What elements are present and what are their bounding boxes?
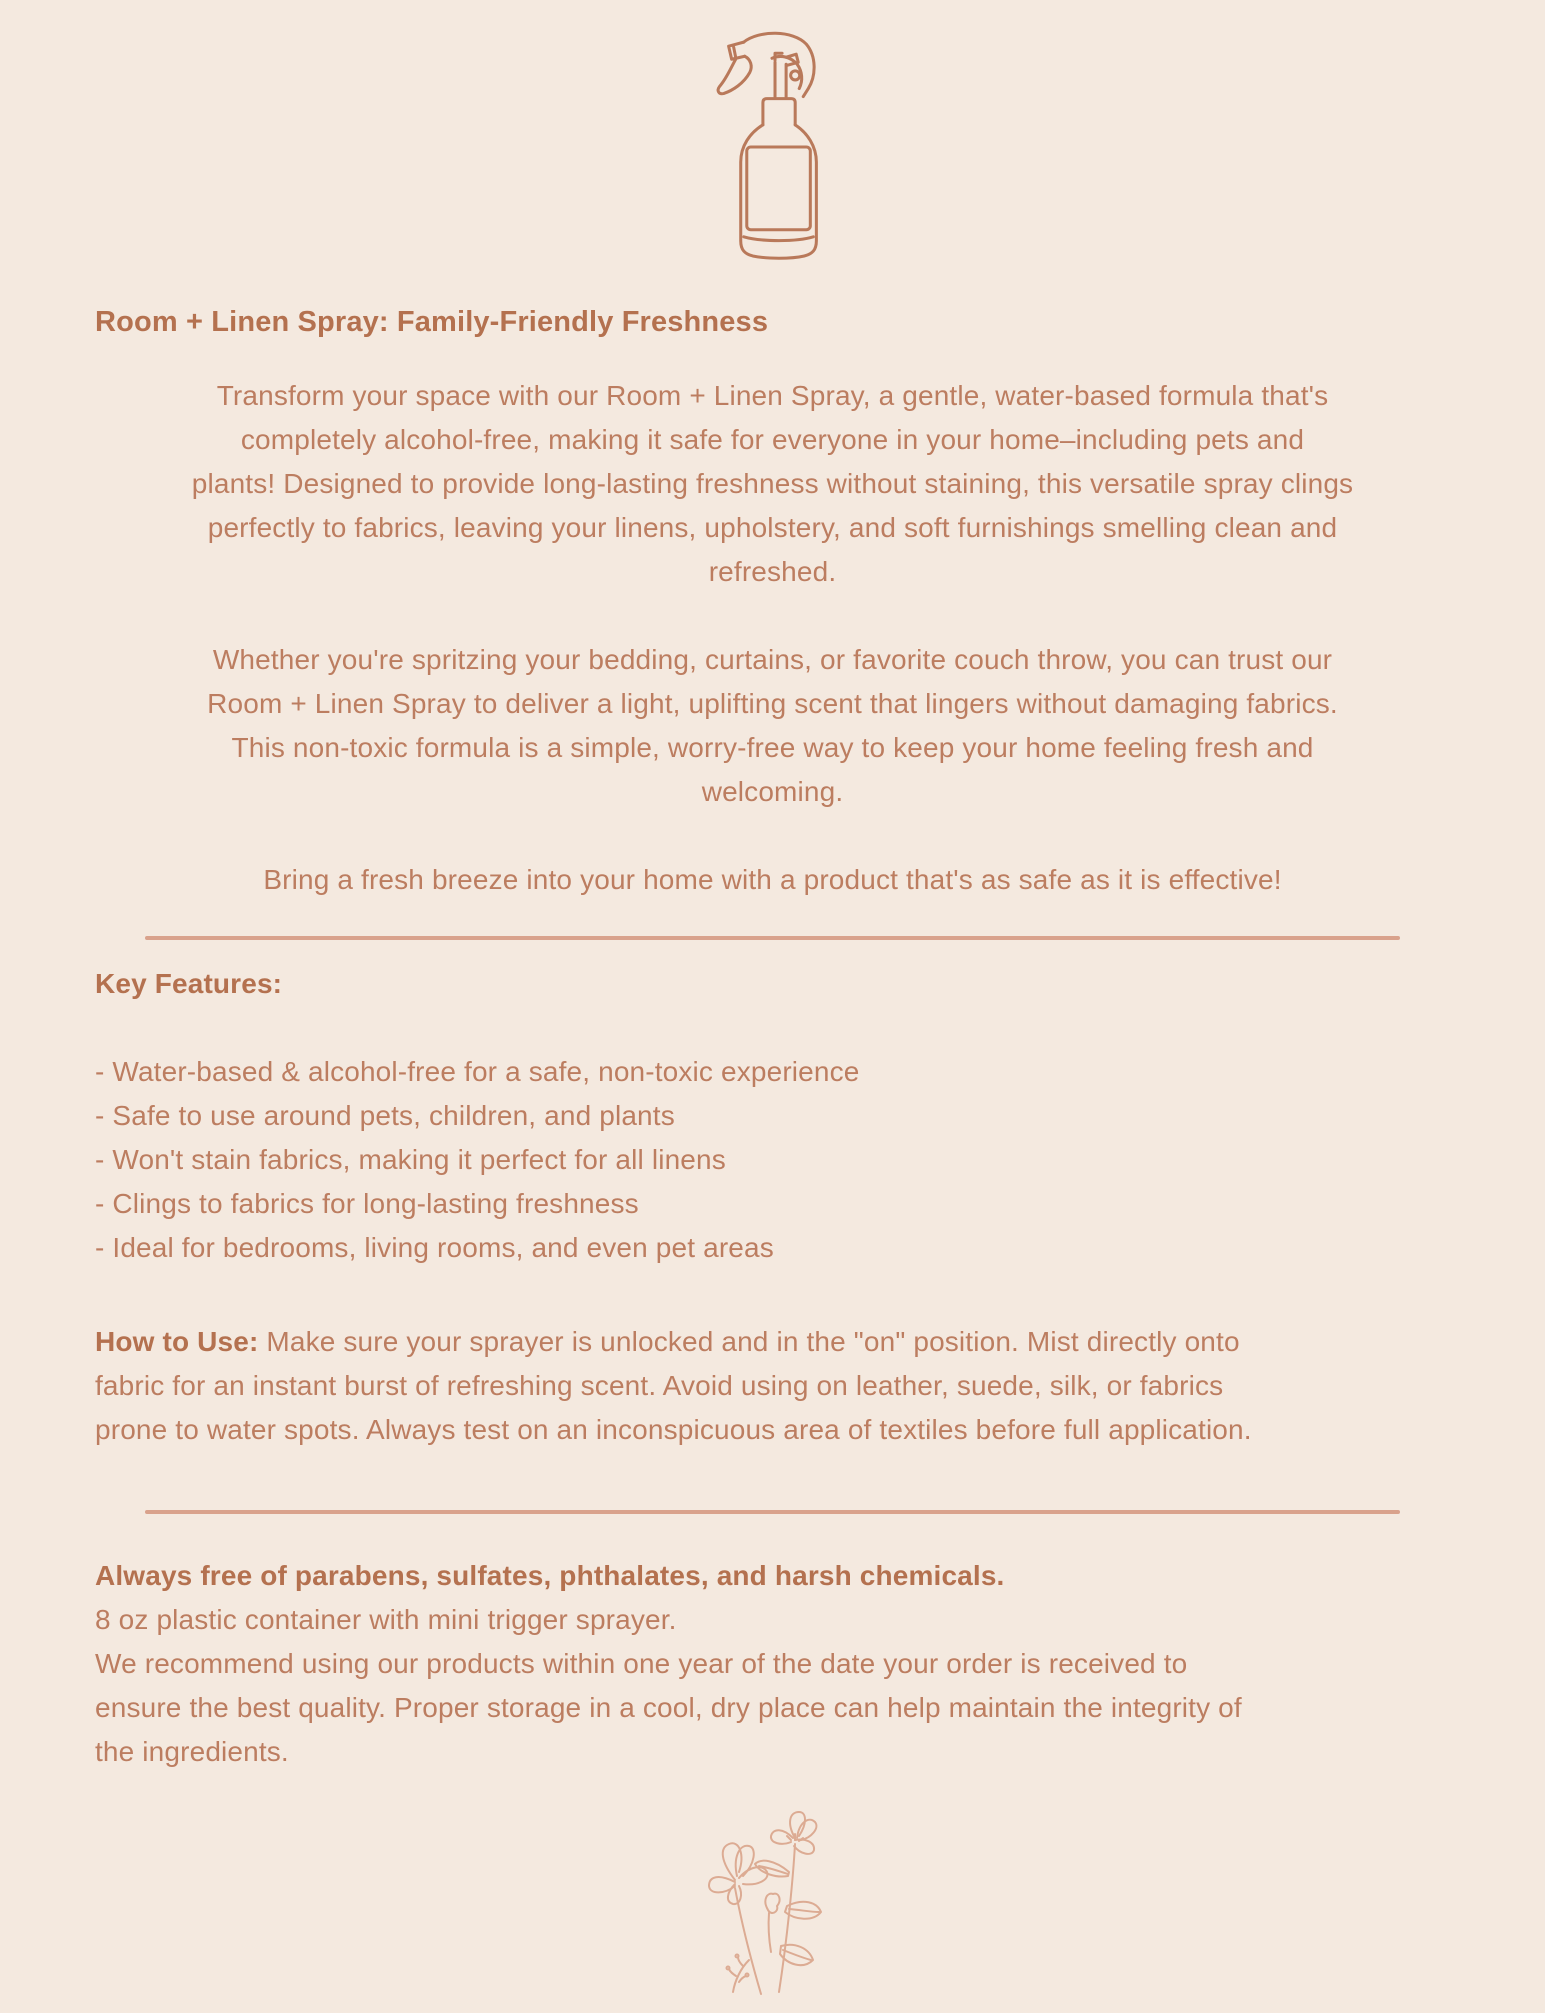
paragraph-line: completely alcohol-free, making it safe for everyone in your home–including pets and xyxy=(240,424,1305,455)
how-to-use-line: fabric for an instant burst of refreshing scent. Avoid using on leather, suede, silk, or fabrics xyxy=(95,1370,1224,1401)
paragraph-line: welcoming. xyxy=(701,776,844,807)
key-features-list xyxy=(95,1050,1450,1270)
spray-bottle-illustration xyxy=(698,28,848,260)
bottle-illustration-area xyxy=(95,0,1450,260)
paragraph-line: Transform your space with our Room + Linen Spray, a gentle, water-based formula that's xyxy=(216,380,1329,411)
tagline: Bring a fresh breeze into your home with a product that's as safe as it is effective! xyxy=(263,864,1282,895)
how-to-use-first-line xyxy=(95,1320,1450,1364)
feature-item: - Ideal for bedrooms, living rooms, and even pet areas xyxy=(95,1232,774,1263)
paragraph-line: refreshed. xyxy=(708,556,837,587)
paragraph-line: Room + Linen Spray to deliver a light, uplifting scent that lingers without damaging fabrics. xyxy=(207,688,1338,719)
how-to-use-line: prone to water spots. Always test on an inconspicuous area of textiles before full application. xyxy=(95,1414,1252,1445)
recommendation-line: the ingredients. xyxy=(95,1736,289,1767)
page-title: Room + Linen Spray: Family-Friendly Freshness xyxy=(95,306,769,338)
divider xyxy=(145,1510,1400,1514)
intro-paragraph-1 xyxy=(95,374,1450,594)
wildflowers-illustration xyxy=(683,1810,863,2000)
feature-item: - Safe to use around pets, children, and plants xyxy=(95,1100,675,1131)
paragraph-line: This non-toxic formula is a simple, worry-free way to keep your home feeling fresh and xyxy=(231,732,1314,763)
footer-info xyxy=(95,1554,1450,1774)
recommendation-line: We recommend using our products within one year of the date your order is received to xyxy=(95,1648,1188,1679)
free-of-statement: Always free of parabens, sulfates, phthalates, and harsh chemicals. xyxy=(95,1560,1005,1591)
feature-item: - Won't stain fabrics, making it perfect for all linens xyxy=(95,1144,726,1175)
key-features-heading: Key Features: xyxy=(95,968,283,999)
how-to-use-section xyxy=(95,1320,1450,1452)
flower-illustration-area xyxy=(95,1810,1450,2000)
paragraph-line: Whether you're spritzing your bedding, curtains, or favorite couch throw, you can trust our xyxy=(212,644,1333,675)
feature-item: - Water-based & alcohol-free for a safe, non-toxic experience xyxy=(95,1056,860,1087)
how-to-use-text: Make sure your sprayer is unlocked and in the "on" position. Mist directly onto xyxy=(258,1326,1240,1357)
recommendation-line: ensure the best quality. Proper storage in a cool, dry place can help maintain the integrity of xyxy=(95,1692,1242,1723)
how-to-use-lines xyxy=(95,1364,1450,1452)
container-statement: 8 oz plastic container with mini trigger sprayer. xyxy=(95,1604,677,1635)
divider xyxy=(145,936,1400,940)
recommendation-statement xyxy=(95,1642,1450,1774)
how-to-use-label: How to Use: xyxy=(95,1326,259,1357)
feature-item: - Clings to fabrics for long-lasting freshness xyxy=(95,1188,639,1219)
paragraph-line: plants! Designed to provide long-lasting freshness without staining, this versatile spray clings xyxy=(191,468,1354,499)
paragraph-line: perfectly to fabrics, leaving your linens, upholstery, and soft furnishings smelling clean and xyxy=(207,512,1338,543)
intro-paragraph-2 xyxy=(95,638,1450,814)
